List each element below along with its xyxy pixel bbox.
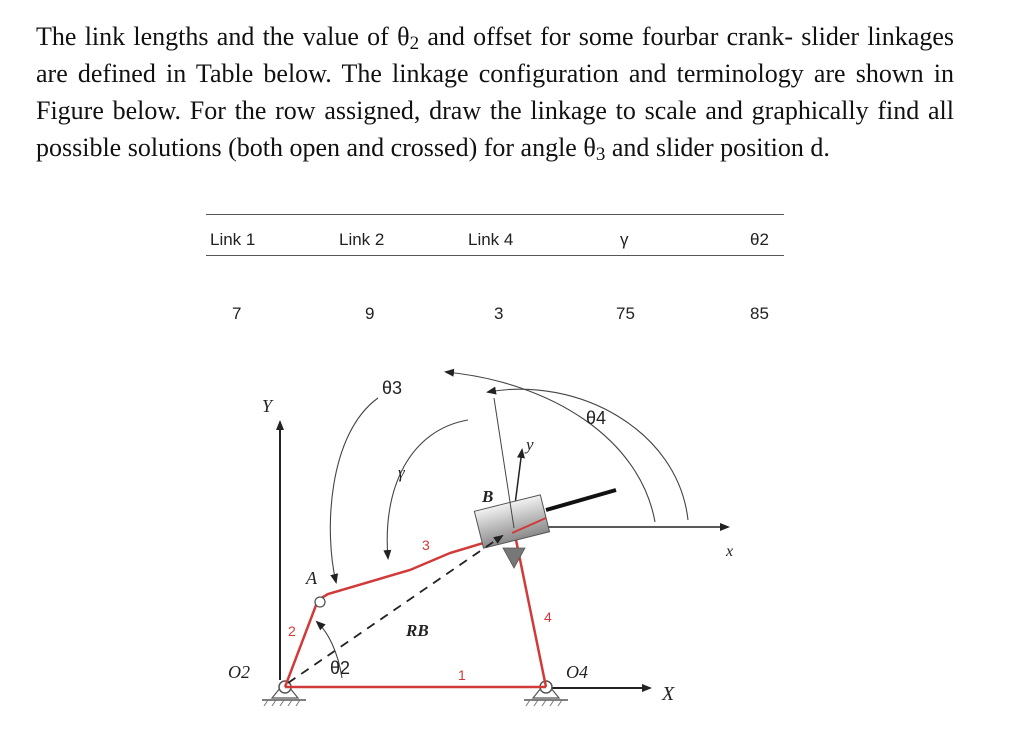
- value-link-2: 9: [365, 304, 375, 323]
- theta-3-subscript: 3: [595, 144, 606, 165]
- label-global-y: Y: [262, 396, 273, 416]
- header-link-1: Link 1: [210, 230, 256, 249]
- problem-text-part-3: and slider position d.: [605, 133, 830, 162]
- value-gamma: 75: [616, 304, 635, 323]
- label-o2: O2: [228, 662, 250, 682]
- table-header-rule: [206, 255, 784, 256]
- table-top-rule: [206, 214, 784, 215]
- header-link-4: Link 4: [468, 230, 514, 249]
- label-link-3: 3: [422, 537, 430, 553]
- label-rb: RB: [406, 621, 429, 640]
- theta-4-arc: [446, 372, 655, 522]
- label-theta-3: θ3: [382, 378, 403, 398]
- header-theta-2: θ2: [750, 230, 769, 249]
- ground-pivot-o2: [262, 681, 306, 706]
- label-local-x: x: [726, 543, 734, 560]
- header-link-2: Link 2: [339, 230, 385, 249]
- label-gamma: γ: [398, 463, 405, 482]
- label-link-4: 4: [544, 609, 552, 625]
- linkage-figure: [200, 360, 780, 730]
- label-link-1: 1: [458, 667, 466, 683]
- label-o4: O4: [566, 662, 588, 682]
- label-b: B: [482, 487, 494, 506]
- rb-vector: [288, 536, 502, 683]
- label-local-y: y: [526, 435, 534, 454]
- label-a: A: [306, 568, 317, 588]
- problem-text-part-2: and offset for some fourbar crank- slider linkages are defined in Table below. The linkage configuration and terminology are shown in Figure below. For the row assigned, draw the linkage to scale and graphically find all possible solutions (both open and crossed) for angle θ: [36, 22, 954, 162]
- label-theta-4: θ4: [586, 408, 607, 428]
- header-gamma: γ: [620, 230, 629, 249]
- label-global-x: X: [662, 683, 675, 705]
- theta-3-arc: [330, 398, 378, 582]
- label-link-2: 2: [288, 623, 296, 639]
- slider-rod: [546, 490, 616, 510]
- value-link-4: 3: [494, 304, 504, 323]
- linkage-diagram: [200, 360, 780, 730]
- problem-text-part-1: The link lengths and the value of θ: [36, 22, 410, 51]
- value-link-1: 7: [232, 304, 242, 323]
- pin-a: [315, 597, 325, 607]
- theta-2-subscript: 2: [409, 33, 420, 54]
- value-theta-2: 85: [750, 304, 769, 323]
- label-theta-2: θ2: [330, 658, 351, 678]
- problem-statement: [36, 18, 954, 166]
